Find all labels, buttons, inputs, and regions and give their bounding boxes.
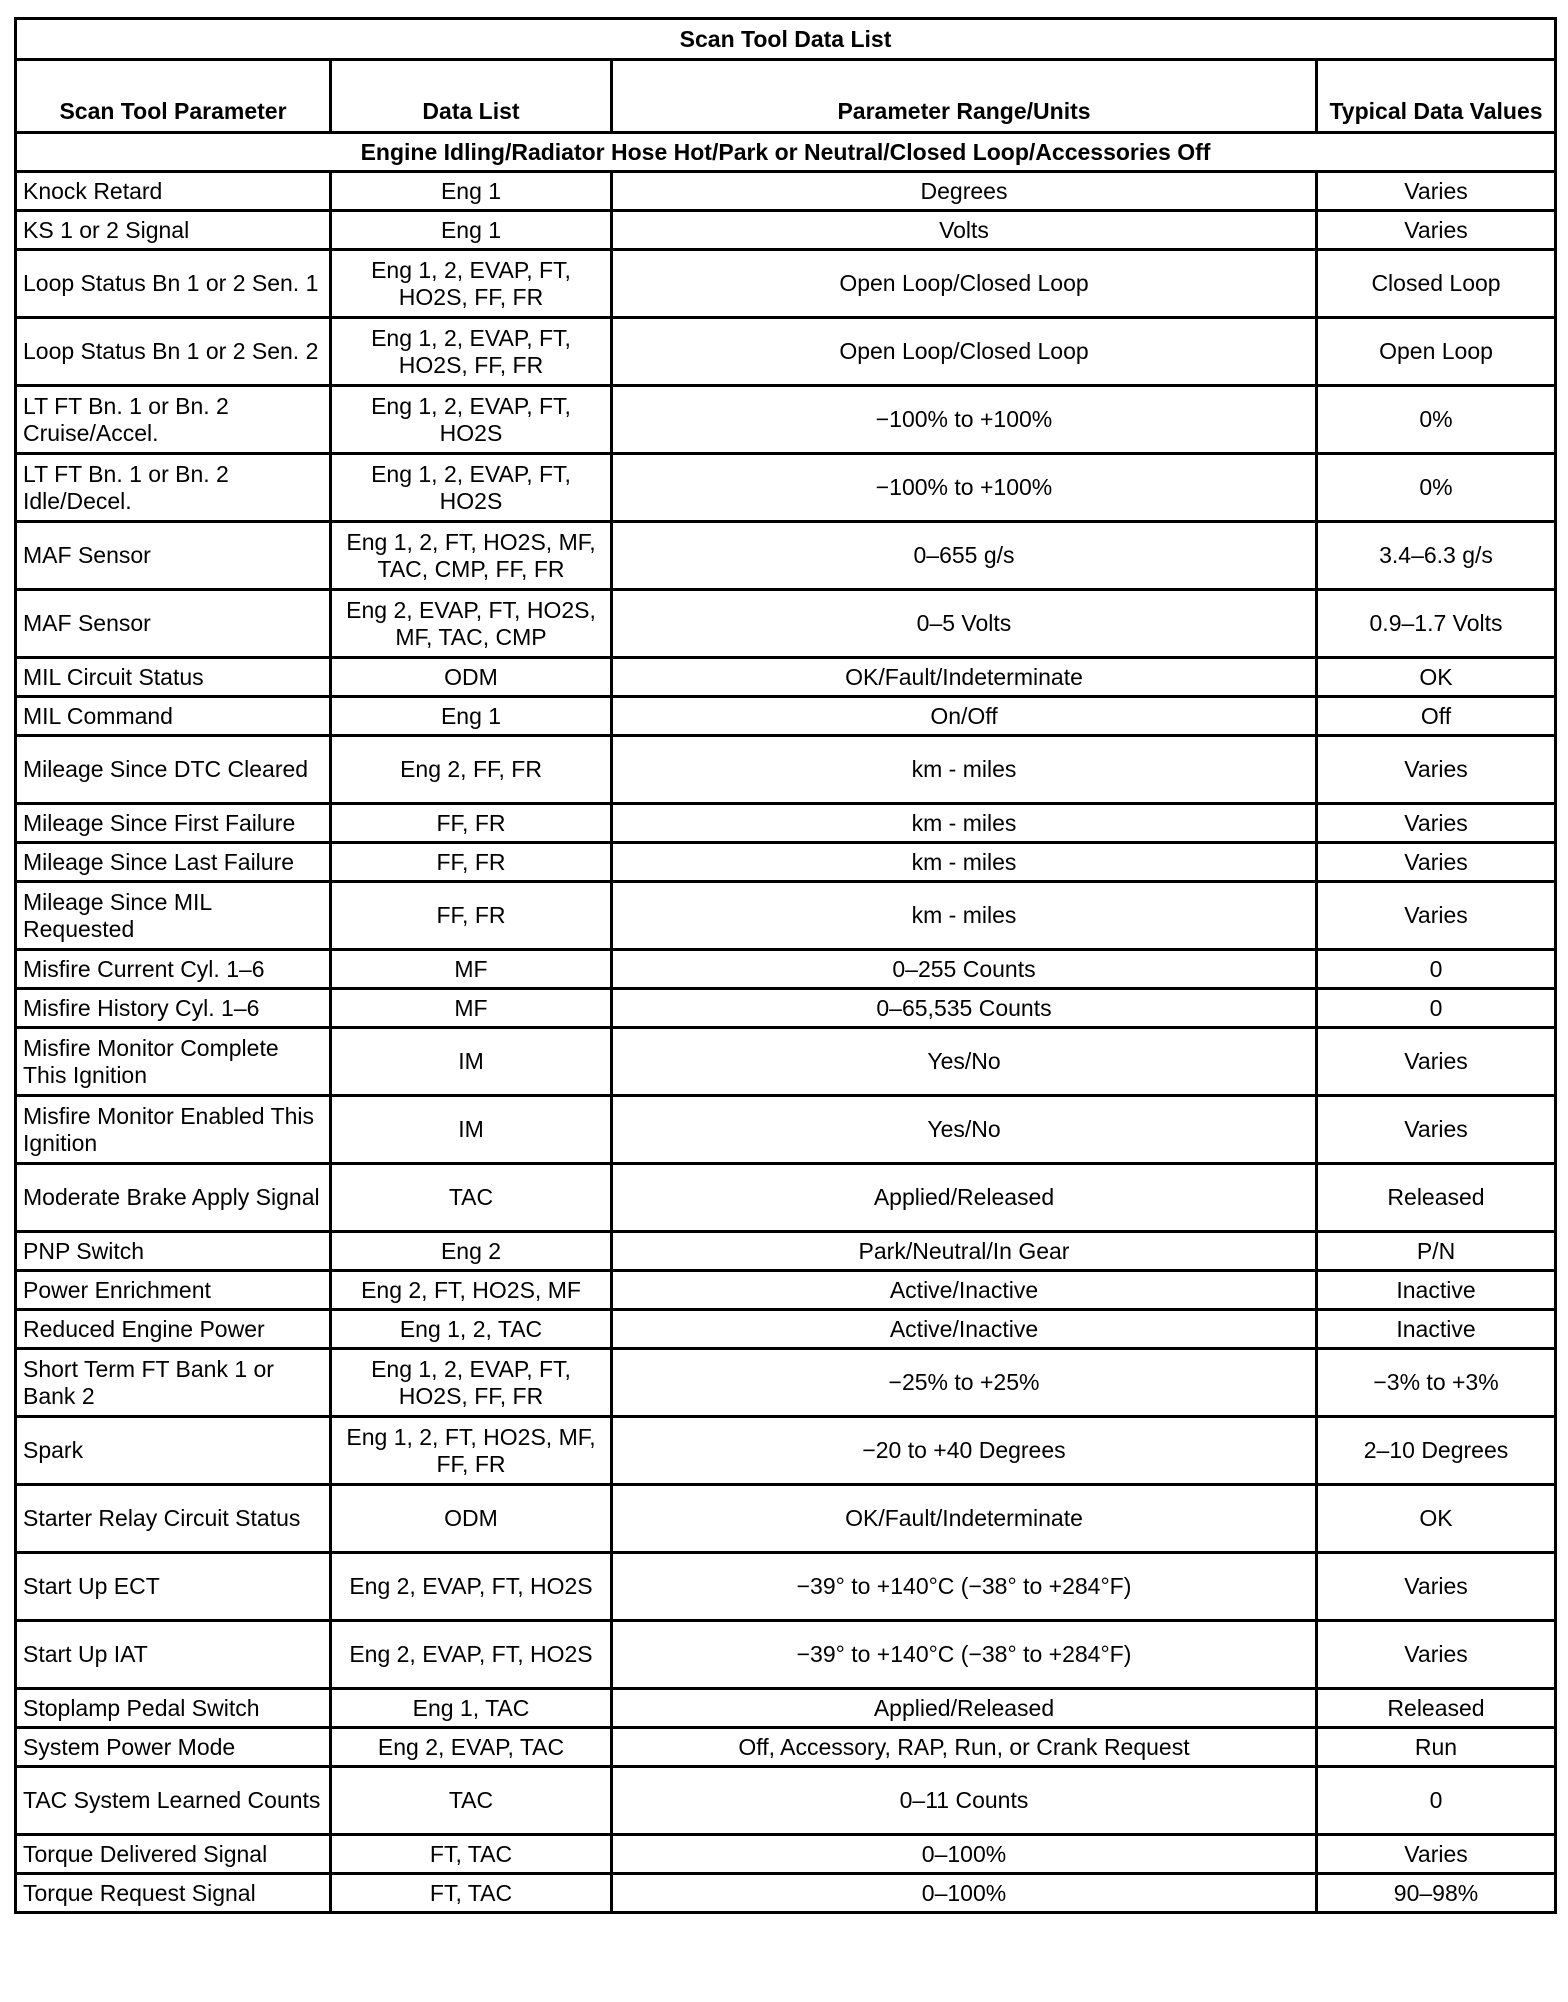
- cell-parameter-range: Active/Inactive: [612, 1271, 1317, 1310]
- cell-parameter-range: Off, Accessory, RAP, Run, or Crank Request: [612, 1728, 1317, 1767]
- cell-parameter-range: Yes/No: [612, 1028, 1317, 1096]
- header-parameter-range-units: Parameter Range/Units: [612, 60, 1317, 133]
- cell-typical-value: OK: [1317, 658, 1556, 697]
- cell-scan-tool-parameter: Knock Retard: [16, 172, 331, 211]
- table-row: [16, 658, 1556, 697]
- header-scan-tool-parameter: Scan Tool Parameter: [16, 60, 331, 133]
- table-row: [16, 250, 1556, 318]
- header-typical-data-values: Typical Data Values: [1317, 60, 1556, 133]
- cell-parameter-range: −39° to +140°C (−38° to +284°F): [612, 1621, 1317, 1689]
- cell-parameter-range: OK/Fault/Indeterminate: [612, 1485, 1317, 1553]
- cell-parameter-range: Degrees: [612, 172, 1317, 211]
- cell-scan-tool-parameter: Short Term FT Bank 1 or Bank 2: [16, 1349, 331, 1417]
- table-row: [16, 172, 1556, 211]
- table-row: [16, 1164, 1556, 1232]
- cell-parameter-range: On/Off: [612, 697, 1317, 736]
- cell-typical-value: Open Loop: [1317, 318, 1556, 386]
- cell-typical-value: 0%: [1317, 454, 1556, 522]
- cell-parameter-range: 0–100%: [612, 1835, 1317, 1874]
- cell-typical-value: Varies: [1317, 1096, 1556, 1164]
- cell-parameter-range: km - miles: [612, 736, 1317, 804]
- table-title: Scan Tool Data List: [16, 19, 1556, 60]
- cell-typical-value: OK: [1317, 1485, 1556, 1553]
- cell-data-list: ODM: [331, 658, 612, 697]
- cell-data-list: MF: [331, 950, 612, 989]
- cell-parameter-range: Yes/No: [612, 1096, 1317, 1164]
- cell-data-list: TAC: [331, 1164, 612, 1232]
- cell-typical-value: 0.9–1.7 Volts: [1317, 590, 1556, 658]
- cell-data-list: Eng 1, 2, FT, HO2S, MF, TAC, CMP, FF, FR: [331, 522, 612, 590]
- cell-scan-tool-parameter: MIL Circuit Status: [16, 658, 331, 697]
- table-row: [16, 386, 1556, 454]
- table-row: [16, 1271, 1556, 1310]
- table-row: [16, 1767, 1556, 1835]
- cell-typical-value: 0: [1317, 1767, 1556, 1835]
- cell-scan-tool-parameter: Misfire Current Cyl. 1–6: [16, 950, 331, 989]
- cell-scan-tool-parameter: Mileage Since MIL Requested: [16, 882, 331, 950]
- cell-scan-tool-parameter: MIL Command: [16, 697, 331, 736]
- cell-typical-value: Released: [1317, 1689, 1556, 1728]
- cell-scan-tool-parameter: Misfire Monitor Complete This Ignition: [16, 1028, 331, 1096]
- table-row: [16, 211, 1556, 250]
- cell-parameter-range: 0–5 Volts: [612, 590, 1317, 658]
- cell-typical-value: Off: [1317, 697, 1556, 736]
- table-row: [16, 950, 1556, 989]
- cell-data-list: Eng 1: [331, 172, 612, 211]
- cell-scan-tool-parameter: Stoplamp Pedal Switch: [16, 1689, 331, 1728]
- cell-typical-value: Varies: [1317, 172, 1556, 211]
- cell-typical-value: Inactive: [1317, 1271, 1556, 1310]
- cell-data-list: Eng 1, 2, EVAP, FT, HO2S: [331, 454, 612, 522]
- cell-scan-tool-parameter: Reduced Engine Power: [16, 1310, 331, 1349]
- cell-data-list: Eng 2, EVAP, TAC: [331, 1728, 612, 1767]
- cell-parameter-range: km - miles: [612, 843, 1317, 882]
- cell-typical-value: Varies: [1317, 211, 1556, 250]
- cell-scan-tool-parameter: Starter Relay Circuit Status: [16, 1485, 331, 1553]
- table-row: [16, 804, 1556, 843]
- table-row: [16, 522, 1556, 590]
- table-row: [16, 1553, 1556, 1621]
- cell-data-list: Eng 1: [331, 211, 612, 250]
- cell-scan-tool-parameter: Mileage Since First Failure: [16, 804, 331, 843]
- cell-scan-tool-parameter: MAF Sensor: [16, 522, 331, 590]
- cell-parameter-range: Active/Inactive: [612, 1310, 1317, 1349]
- table-row: [16, 1689, 1556, 1728]
- cell-data-list: Eng 2: [331, 1232, 612, 1271]
- cell-parameter-range: 0–100%: [612, 1874, 1317, 1913]
- cell-parameter-range: −39° to +140°C (−38° to +284°F): [612, 1553, 1317, 1621]
- cell-data-list: Eng 1, 2, EVAP, FT, HO2S: [331, 386, 612, 454]
- table-row: [16, 318, 1556, 386]
- table-row: [16, 1621, 1556, 1689]
- cell-scan-tool-parameter: Torque Delivered Signal: [16, 1835, 331, 1874]
- cell-parameter-range: Volts: [612, 211, 1317, 250]
- cell-scan-tool-parameter: Spark: [16, 1417, 331, 1485]
- cell-data-list: Eng 1, 2, EVAP, FT, HO2S, FF, FR: [331, 1349, 612, 1417]
- table-row: [16, 454, 1556, 522]
- cell-data-list: FT, TAC: [331, 1835, 612, 1874]
- cell-typical-value: 2–10 Degrees: [1317, 1417, 1556, 1485]
- cell-typical-value: Varies: [1317, 882, 1556, 950]
- cell-parameter-range: km - miles: [612, 804, 1317, 843]
- cell-typical-value: Varies: [1317, 1621, 1556, 1689]
- cell-typical-value: 0: [1317, 950, 1556, 989]
- cell-data-list: Eng 2, FT, HO2S, MF: [331, 1271, 612, 1310]
- cell-scan-tool-parameter: Misfire Monitor Enabled This Ignition: [16, 1096, 331, 1164]
- cell-parameter-range: Applied/Released: [612, 1164, 1317, 1232]
- cell-data-list: FF, FR: [331, 804, 612, 843]
- cell-data-list: IM: [331, 1096, 612, 1164]
- cell-scan-tool-parameter: System Power Mode: [16, 1728, 331, 1767]
- cell-data-list: Eng 2, EVAP, FT, HO2S: [331, 1621, 612, 1689]
- table-row: [16, 1232, 1556, 1271]
- cell-data-list: ODM: [331, 1485, 612, 1553]
- cell-data-list: IM: [331, 1028, 612, 1096]
- cell-data-list: TAC: [331, 1767, 612, 1835]
- cell-parameter-range: 0–255 Counts: [612, 950, 1317, 989]
- operating-condition-row: Engine Idling/Radiator Hose Hot/Park or Neutral/Closed Loop/Accessories Off: [16, 133, 1556, 172]
- cell-typical-value: 0: [1317, 989, 1556, 1028]
- cell-parameter-range: 0–65,535 Counts: [612, 989, 1317, 1028]
- table-row: [16, 882, 1556, 950]
- table-row: [16, 697, 1556, 736]
- cell-parameter-range: Open Loop/Closed Loop: [612, 318, 1317, 386]
- cell-typical-value: Run: [1317, 1728, 1556, 1767]
- cell-scan-tool-parameter: PNP Switch: [16, 1232, 331, 1271]
- cell-scan-tool-parameter: LT FT Bn. 1 or Bn. 2 Cruise/Accel.: [16, 386, 331, 454]
- cell-data-list: FT, TAC: [331, 1874, 612, 1913]
- cell-typical-value: Varies: [1317, 736, 1556, 804]
- cell-scan-tool-parameter: Start Up IAT: [16, 1621, 331, 1689]
- table-row: [16, 1310, 1556, 1349]
- cell-typical-value: −3% to +3%: [1317, 1349, 1556, 1417]
- table-row: [16, 1835, 1556, 1874]
- cell-typical-value: Varies: [1317, 804, 1556, 843]
- cell-data-list: FF, FR: [331, 843, 612, 882]
- table-row: [16, 1417, 1556, 1485]
- cell-scan-tool-parameter: Misfire History Cyl. 1–6: [16, 989, 331, 1028]
- cell-data-list: Eng 2, FF, FR: [331, 736, 612, 804]
- cell-parameter-range: −100% to +100%: [612, 386, 1317, 454]
- cell-scan-tool-parameter: Loop Status Bn 1 or 2 Sen. 2: [16, 318, 331, 386]
- cell-data-list: Eng 1, 2, TAC: [331, 1310, 612, 1349]
- cell-parameter-range: −20 to +40 Degrees: [612, 1417, 1317, 1485]
- header-data-list: Data List: [331, 60, 612, 133]
- cell-typical-value: Closed Loop: [1317, 250, 1556, 318]
- table-row: [16, 1874, 1556, 1913]
- cell-scan-tool-parameter: Loop Status Bn 1 or 2 Sen. 1: [16, 250, 331, 318]
- cell-typical-value: Varies: [1317, 1835, 1556, 1874]
- cell-parameter-range: Park/Neutral/In Gear: [612, 1232, 1317, 1271]
- cell-data-list: FF, FR: [331, 882, 612, 950]
- cell-scan-tool-parameter: TAC System Learned Counts: [16, 1767, 331, 1835]
- cell-scan-tool-parameter: Start Up ECT: [16, 1553, 331, 1621]
- table-row: [16, 590, 1556, 658]
- cell-typical-value: Varies: [1317, 843, 1556, 882]
- cell-scan-tool-parameter: KS 1 or 2 Signal: [16, 211, 331, 250]
- cell-typical-value: Released: [1317, 1164, 1556, 1232]
- cell-scan-tool-parameter: MAF Sensor: [16, 590, 331, 658]
- table-row: [16, 1728, 1556, 1767]
- cell-parameter-range: 0–655 g/s: [612, 522, 1317, 590]
- cell-data-list: Eng 1, 2, EVAP, FT, HO2S, FF, FR: [331, 318, 612, 386]
- cell-data-list: Eng 1, TAC: [331, 1689, 612, 1728]
- cell-typical-value: 3.4–6.3 g/s: [1317, 522, 1556, 590]
- cell-parameter-range: Applied/Released: [612, 1689, 1317, 1728]
- cell-parameter-range: km - miles: [612, 882, 1317, 950]
- table-row: [16, 1028, 1556, 1096]
- cell-data-list: Eng 1, 2, EVAP, FT, HO2S, FF, FR: [331, 250, 612, 318]
- cell-data-list: Eng 1: [331, 697, 612, 736]
- cell-data-list: Eng 1, 2, FT, HO2S, MF, FF, FR: [331, 1417, 612, 1485]
- cell-scan-tool-parameter: Mileage Since Last Failure: [16, 843, 331, 882]
- cell-scan-tool-parameter: Mileage Since DTC Cleared: [16, 736, 331, 804]
- cell-parameter-range: −25% to +25%: [612, 1349, 1317, 1417]
- cell-typical-value: Varies: [1317, 1553, 1556, 1621]
- cell-scan-tool-parameter: Torque Request Signal: [16, 1874, 331, 1913]
- cell-data-list: MF: [331, 989, 612, 1028]
- cell-scan-tool-parameter: Moderate Brake Apply Signal: [16, 1164, 331, 1232]
- cell-typical-value: 90–98%: [1317, 1874, 1556, 1913]
- cell-parameter-range: 0–11 Counts: [612, 1767, 1317, 1835]
- cell-typical-value: 0%: [1317, 386, 1556, 454]
- table-row: [16, 989, 1556, 1028]
- cell-parameter-range: Open Loop/Closed Loop: [612, 250, 1317, 318]
- table-row: [16, 736, 1556, 804]
- scan-tool-data-table: [14, 17, 1557, 1914]
- cell-data-list: Eng 2, EVAP, FT, HO2S: [331, 1553, 612, 1621]
- table-row: [16, 843, 1556, 882]
- cell-typical-value: P/N: [1317, 1232, 1556, 1271]
- cell-scan-tool-parameter: LT FT Bn. 1 or Bn. 2 Idle/Decel.: [16, 454, 331, 522]
- table-row: [16, 1349, 1556, 1417]
- cell-parameter-range: OK/Fault/Indeterminate: [612, 658, 1317, 697]
- cell-typical-value: Varies: [1317, 1028, 1556, 1096]
- cell-scan-tool-parameter: Power Enrichment: [16, 1271, 331, 1310]
- cell-typical-value: Inactive: [1317, 1310, 1556, 1349]
- table-row: [16, 1485, 1556, 1553]
- cell-data-list: Eng 2, EVAP, FT, HO2S, MF, TAC, CMP: [331, 590, 612, 658]
- cell-parameter-range: −100% to +100%: [612, 454, 1317, 522]
- table-row: [16, 1096, 1556, 1164]
